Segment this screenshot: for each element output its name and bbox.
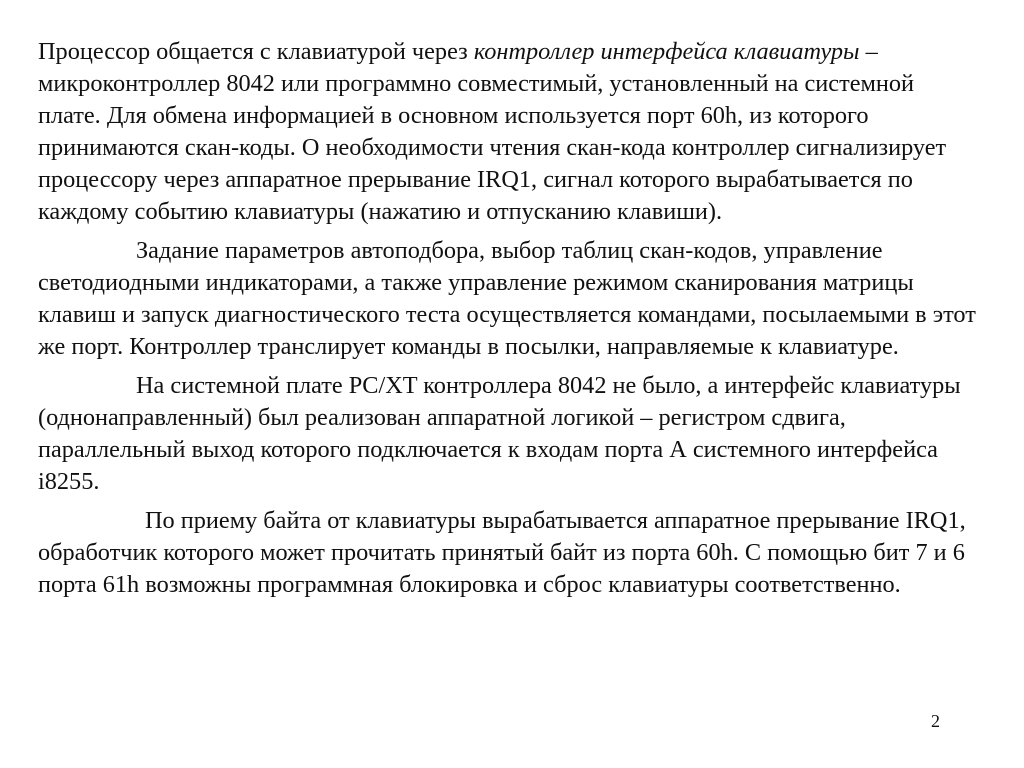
- page-number: 2: [931, 711, 940, 731]
- paragraph-pc-xt: На системной плате PC/XT контроллера 8042 не было, а интерфейс клавиатуры (однонаправленный) был реализован аппаратной логикой – регистром сдвига, параллельный выход которого подключается к входам порта А системного интерфейса i8255.: [38, 372, 961, 495]
- slide-body: [38, 36, 978, 601]
- paragraph-commands: Задание параметров автоподбора, выбор таблиц скан-кодов, управление светодиодными индикаторами, а также управление режимом сканирования матрицы клавиш и запуск диагностического теста осуществляется командами, посылаемыми в этот же порт. Контроллер транслирует команды в посылки, направляемые к клавиатуре.: [38, 237, 976, 360]
- keyboard-controller-term: контроллер интерфейса клавиатуры: [473, 38, 860, 65]
- paragraph-keyboard-controller: [38, 36, 978, 228]
- paragraph-1-lead: Процессор общается с клавиатурой через: [38, 38, 474, 65]
- paragraph-1-rest: – микроконтроллер 8042 или программно совместимый, установленный на системной плате. Для обмена информацией в основном используется порт 60h, из которого принимаются скан-коды. О необходимости чтения скан-кода контроллер сигнализирует процессору через аппаратное прерывание IRQ1, сигнал которого вырабатывается по каждому событию клавиатуры (нажатию и отпусканию клавиши).: [38, 38, 947, 225]
- paragraph-irq1: По приему байта от клавиатуры вырабатывается аппаратное прерывание IRQ1, обработчик которого может прочитать принятый байт из порта 60h. С помощью бит 7 и 6 порта 61h возможны программная блокировка и сброс клавиатуры соответственно.: [38, 507, 966, 598]
